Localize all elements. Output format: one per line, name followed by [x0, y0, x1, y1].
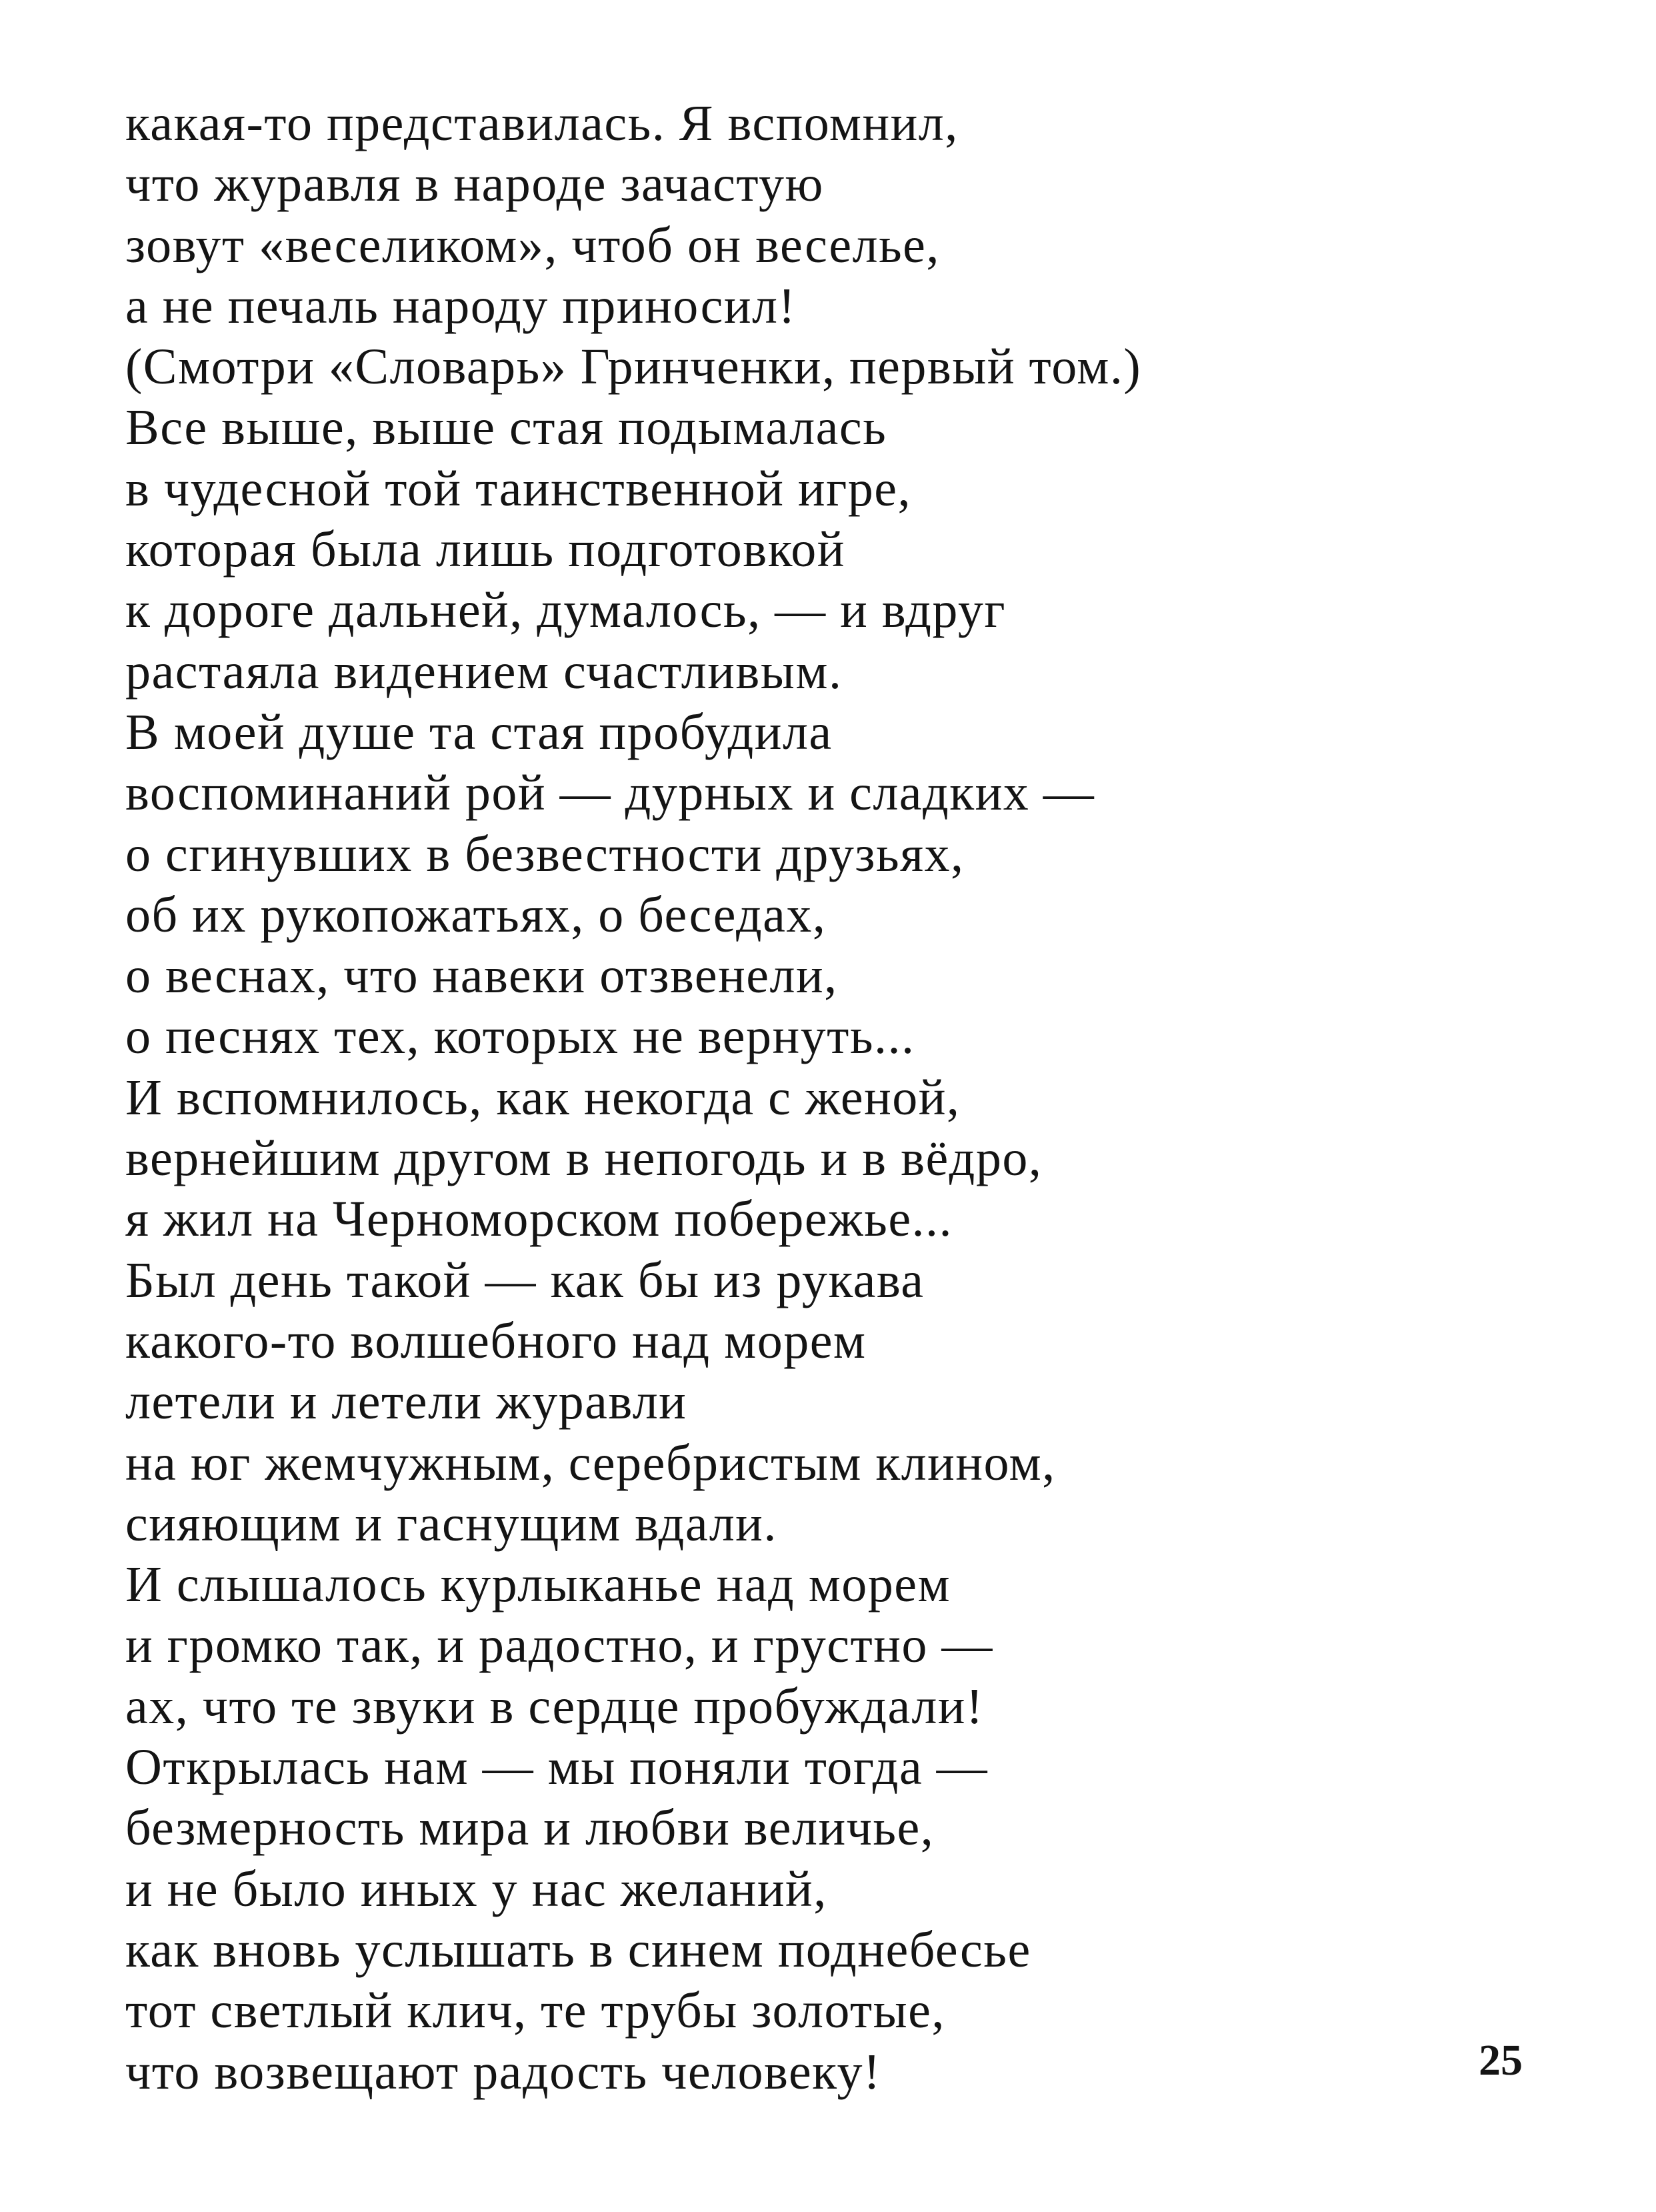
poem-line: Все выше, выше стая подымалась: [125, 399, 887, 456]
poem-line: И вспомнилось, как некогда с женой,: [125, 1069, 961, 1126]
poem-line: в чудесной той таинственной игре,: [125, 460, 911, 517]
poem-line: зовут «веселиком», чтоб он веселье,: [125, 217, 940, 273]
poem-line: безмерность мира и любви величье,: [125, 1800, 935, 1857]
poem-line: В моей душе та стая пробудила: [125, 704, 833, 760]
poem-line: (Смотри «Словарь» Гринченки, первый том.): [125, 339, 1142, 395]
poem-line: которая была лишь подготовкой: [125, 521, 845, 578]
poem-line: какого-то волшебного над морем: [125, 1312, 867, 1369]
poem-line: тот светлый клич, те трубы золотые,: [125, 1983, 945, 2039]
poem-line: а не печаль народу приносил!: [125, 277, 797, 334]
poem-line: ах, что те звуки в сердце пробуждали!: [125, 1678, 984, 1735]
page-number: 25: [1479, 2036, 1523, 2085]
poem-text: [125, 93, 1592, 2103]
poem-line: о песнях тех, которых не вернуть...: [125, 1008, 915, 1065]
poem-line: о веснах, что навеки отзвенели,: [125, 948, 838, 1004]
poem-line: Открылась нам — мы поняли тогда —: [125, 1739, 989, 1796]
poem-line: и громко так, и радостно, и грустно —: [125, 1617, 993, 1674]
poem-line: на юг жемчужным, серебристым клином,: [125, 1434, 1056, 1491]
poem-line: сияющим и гаснущим вдали.: [125, 1495, 777, 1552]
poem-line: Был день такой — как бы из рукава: [125, 1252, 925, 1308]
poem-line: воспоминаний рой — дурных и сладких —: [125, 765, 1095, 822]
poem-line: вернейшим другом в непогодь и в вёдро,: [125, 1130, 1043, 1187]
poem-line: я жил на Черноморском побережье...: [125, 1191, 953, 1248]
poem-line: о сгинувших в безвестности друзьях,: [125, 826, 965, 882]
poem-line: что журавля в народе зачастую: [125, 156, 824, 213]
poem-line: что возвещают радость человеку!: [125, 2043, 881, 2100]
poem-line: какая-то представилась. Я вспомнил,: [125, 95, 959, 151]
poem-line: растаяла видением счастливым.: [125, 643, 843, 700]
poem-line: летели и летели журавли: [125, 1374, 687, 1430]
poem-line: к дороге дальней, думалось, — и вдруг: [125, 582, 1007, 639]
poem-line: и не было иных у нас желаний,: [125, 1861, 827, 1917]
poem-line: И слышалось курлыканье над морем: [125, 1556, 951, 1613]
poem-line: как вновь услышать в синем поднебесье: [125, 1921, 1031, 1978]
poem-line: об их рукопожатьях, о беседах,: [125, 886, 827, 943]
